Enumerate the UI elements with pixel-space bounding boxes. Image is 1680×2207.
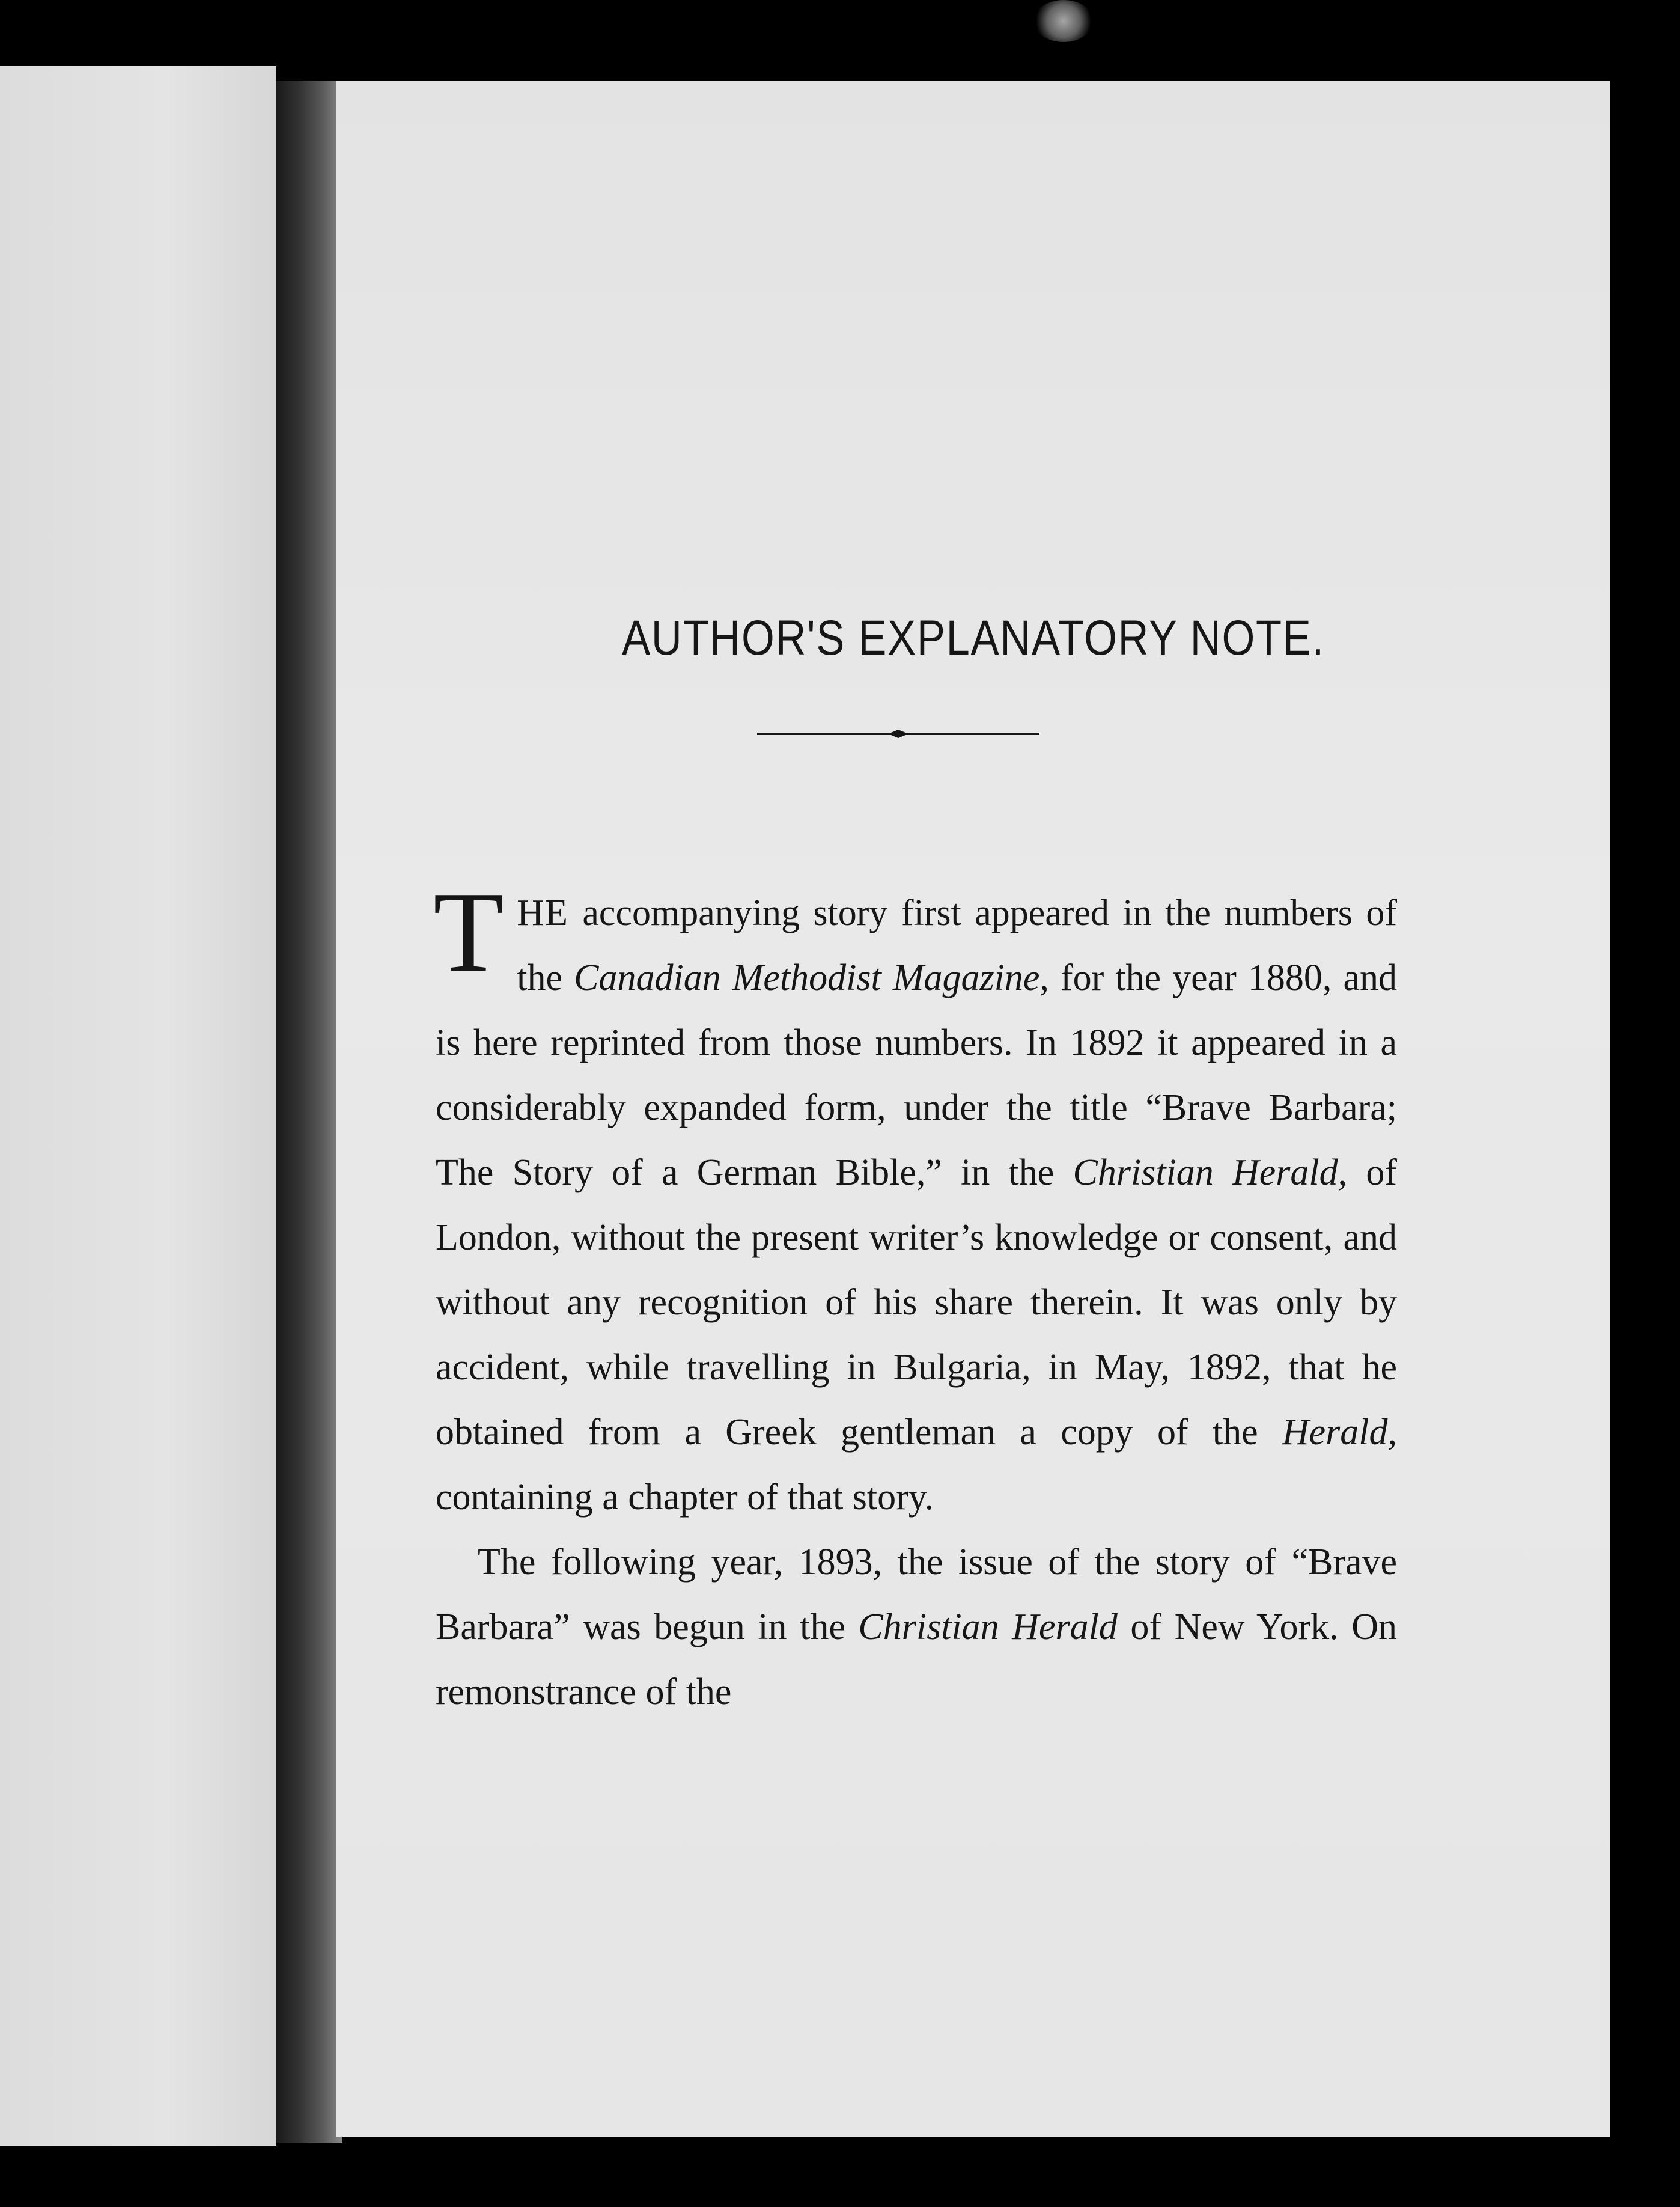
- body-text: [433, 868, 1398, 1724]
- ornament-divider-icon: [757, 728, 1039, 740]
- italic-title: Christian Herald: [858, 1607, 1118, 1647]
- facing-page: [0, 66, 276, 2146]
- text-run: , for the year 1880, and is here reprinted from those numbers. In 1892 it appeared in a considerably expanded form, under the title “Brave Barbara; The Story of a German Bible,” in the: [436, 957, 1397, 1193]
- text-run: , of London, without the present writer’s knowledge or consent, and without any recognition of his share therein. It was only by accident, while travelling in Bulgaria, in May, 1892, that he obtained from a Greek gentleman a copy of the: [436, 1152, 1398, 1453]
- text-run: of New York. On remonstrance of the: [436, 1607, 1397, 1712]
- italic-title: Herald: [1282, 1412, 1388, 1453]
- text-run: The following year, 1893, the issue of the story of “Brave Barbara” was begun in the: [436, 1542, 1397, 1647]
- paragraph-2: [436, 1530, 1397, 1724]
- italic-title: Christian Herald: [1073, 1152, 1338, 1193]
- book-page: [336, 81, 1610, 2137]
- page-title: AUTHOR'S EXPLANATORY NOTE.: [622, 611, 1325, 665]
- text-run: , containing a chapter of that story.: [436, 1412, 1397, 1518]
- book-gutter: [276, 81, 342, 2143]
- text-run: accompanying story first appeared in the numbers of the: [517, 893, 1397, 998]
- scan-artifact: [1033, 0, 1094, 42]
- drop-cap: T: [433, 868, 504, 996]
- lead-in: HE: [517, 893, 569, 933]
- italic-title: Canadian Methodist Magazine: [574, 957, 1040, 998]
- paragraph-1: [433, 868, 1398, 1530]
